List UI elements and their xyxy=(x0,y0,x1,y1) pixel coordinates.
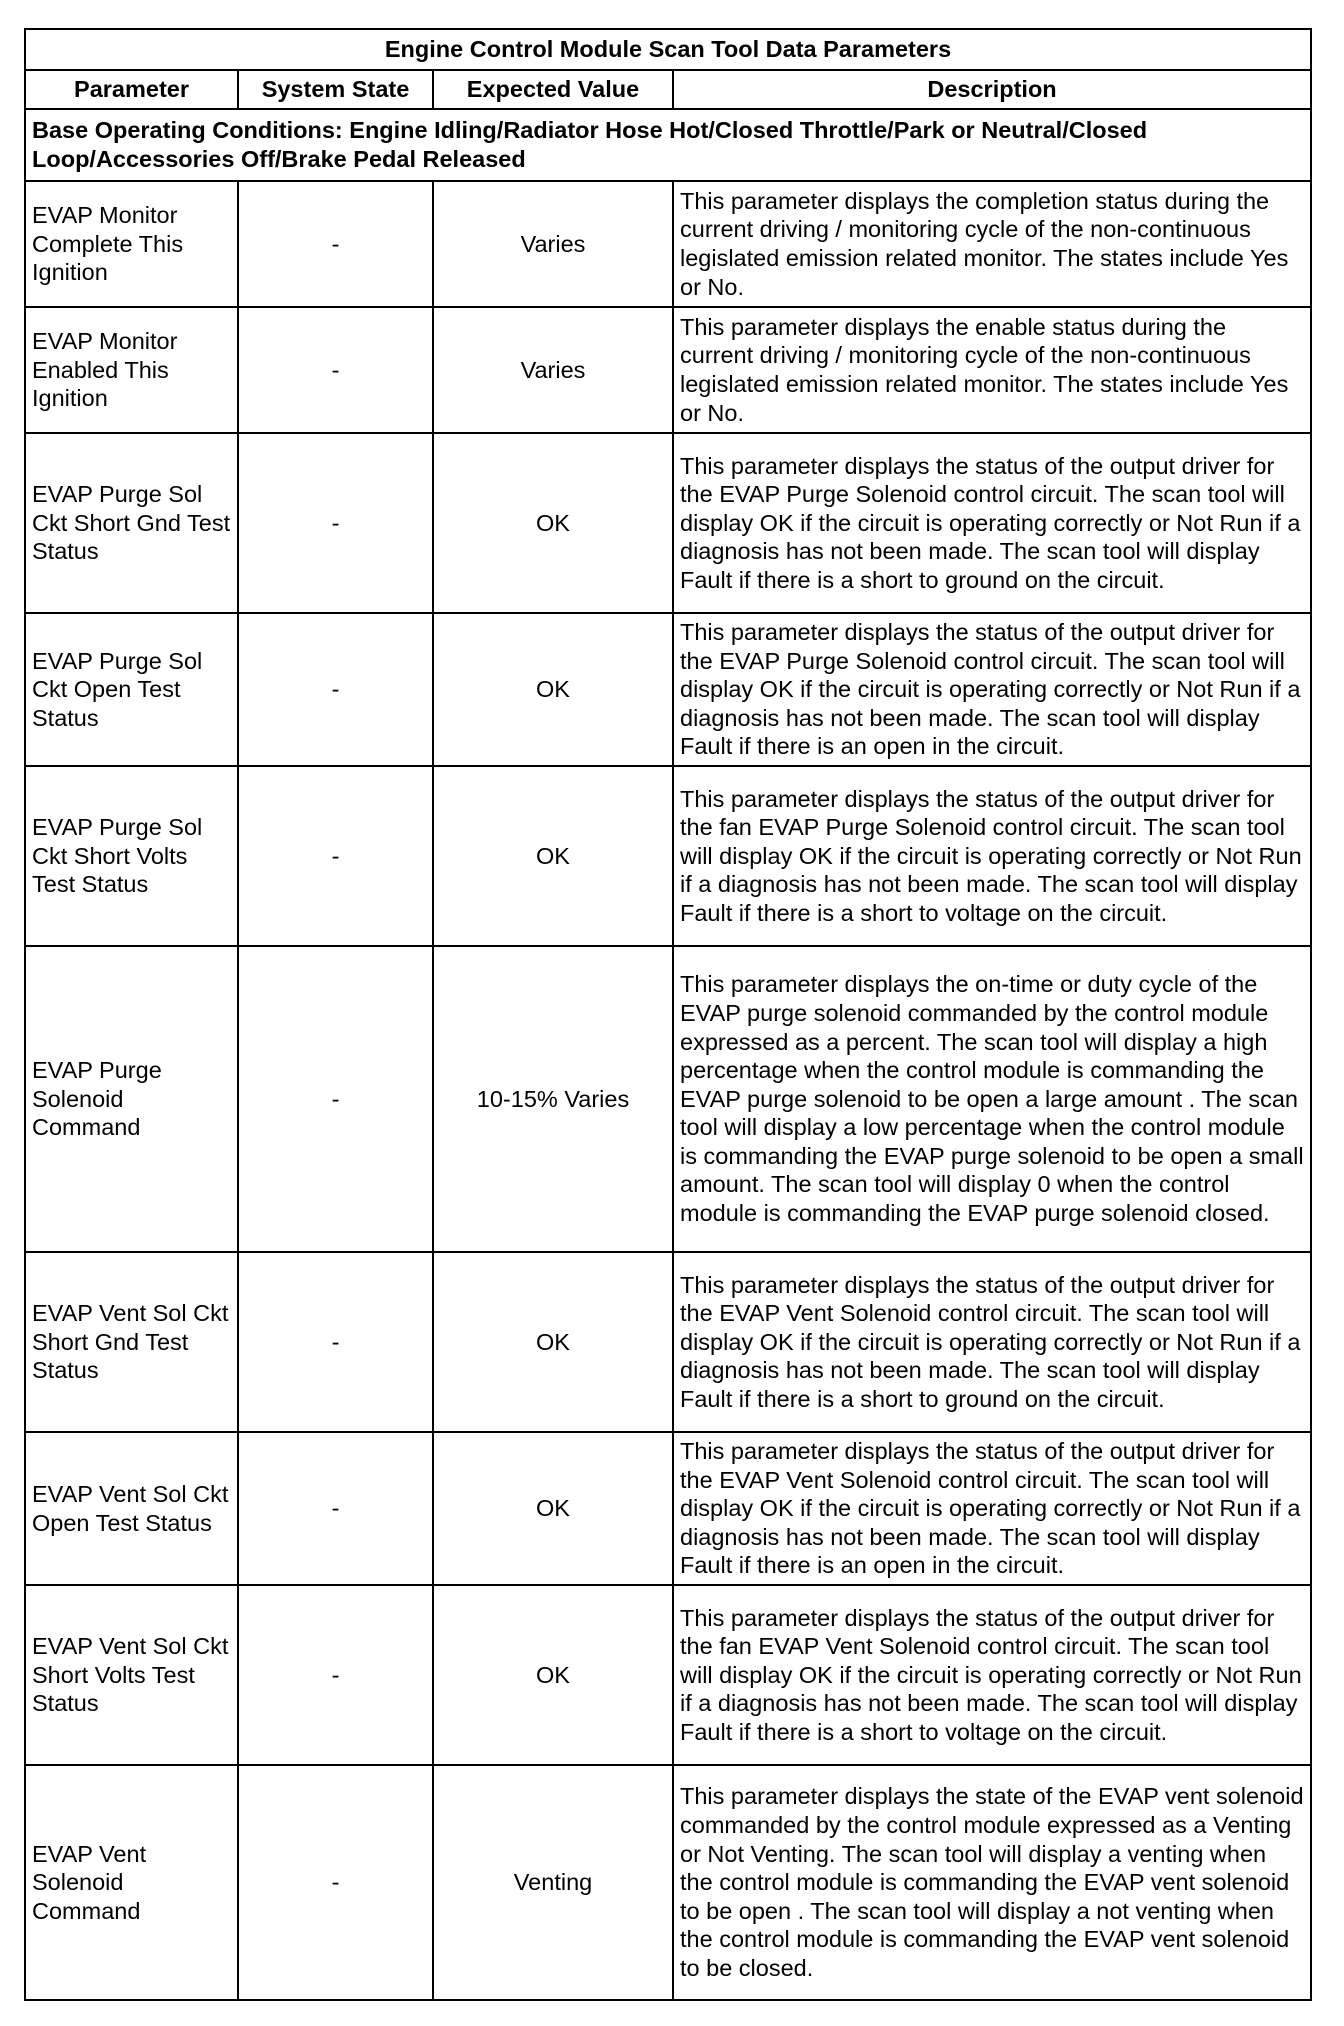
title-row xyxy=(25,29,1311,70)
expected-value-cell: 10-15% Varies xyxy=(433,946,673,1252)
header-system-state: System State xyxy=(238,70,433,109)
table-row xyxy=(25,946,1311,1252)
table-body xyxy=(25,109,1311,2000)
parameter-cell: EVAP Monitor Complete This Ignition xyxy=(25,181,238,307)
expected-value-cell: Varies xyxy=(433,181,673,307)
expected-value-cell: OK xyxy=(433,1585,673,1765)
parameter-cell: EVAP Monitor Enabled This Ignition xyxy=(25,307,238,433)
description-cell: This parameter displays the completion status during the current driving / monitoring cycle of the non-continuous legislated emission related monitor. The states include Yes or No. xyxy=(673,181,1311,307)
table-row xyxy=(25,1252,1311,1432)
system-state-cell: - xyxy=(238,766,433,946)
parameter-cell: EVAP Purge Sol Ckt Short Volts Test Status xyxy=(25,766,238,946)
header-parameter: Parameter xyxy=(25,70,238,109)
expected-value-cell: OK xyxy=(433,613,673,766)
expected-value-cell: OK xyxy=(433,1432,673,1585)
system-state-cell: - xyxy=(238,1585,433,1765)
expected-value-cell: OK xyxy=(433,1252,673,1432)
system-state-cell: - xyxy=(238,946,433,1252)
description-cell: This parameter displays the enable status during the current driving / monitoring cycle of the non-continuous legislated emission related monitor. The states include Yes or No. xyxy=(673,307,1311,433)
description-cell: This parameter displays the status of the output driver for the EVAP Purge Solenoid control circuit. The scan tool will display OK if the circuit is operating correctly or Not Run if a diagnosis has not been made. The scan tool will display Fault if there is an open in the circuit. xyxy=(673,613,1311,766)
table-row xyxy=(25,1765,1311,2000)
table-row xyxy=(25,1432,1311,1585)
system-state-cell: - xyxy=(238,1432,433,1585)
description-cell: This parameter displays the status of the output driver for the EVAP Vent Solenoid control circuit. The scan tool will display OK if the circuit is operating correctly or Not Run if a diagnosis has not been made. The scan tool will display Fault if there is a short to ground on the circuit. xyxy=(673,1252,1311,1432)
expected-value-cell: Varies xyxy=(433,307,673,433)
parameter-cell: EVAP Purge Sol Ckt Short Gnd Test Status xyxy=(25,433,238,613)
table-title: Engine Control Module Scan Tool Data Parameters xyxy=(25,29,1311,70)
system-state-cell: - xyxy=(238,181,433,307)
header-row xyxy=(25,70,1311,109)
system-state-cell: - xyxy=(238,307,433,433)
parameter-cell: EVAP Vent Sol Ckt Open Test Status xyxy=(25,1432,238,1585)
expected-value-cell: Venting xyxy=(433,1765,673,2000)
system-state-cell: - xyxy=(238,613,433,766)
expected-value-cell: OK xyxy=(433,766,673,946)
expected-value-cell: OK xyxy=(433,433,673,613)
table-row xyxy=(25,307,1311,433)
base-conditions-row xyxy=(25,109,1311,181)
system-state-cell: - xyxy=(238,1765,433,2000)
description-cell: This parameter displays the status of the output driver for the EVAP Purge Solenoid control circuit. The scan tool will display OK if the circuit is operating correctly or Not Run if a diagnosis has not been made. The scan tool will display Fault if there is a short to ground on the circuit. xyxy=(673,433,1311,613)
base-operating-conditions: Base Operating Conditions: Engine Idling/Radiator Hose Hot/Closed Throttle/Park or Neutral/Closed Loop/Accessories Off/Brake Pedal Released xyxy=(25,109,1311,181)
table-row xyxy=(25,1585,1311,1765)
description-cell: This parameter displays the status of the output driver for the EVAP Vent Solenoid control circuit. The scan tool will display OK if the circuit is operating correctly or Not Run if a diagnosis has not been made. The scan tool will display Fault if there is an open in the circuit. xyxy=(673,1432,1311,1585)
scan-tool-data-table xyxy=(24,28,1312,2001)
description-cell: This parameter displays the state of the EVAP vent solenoid commanded by the control module expressed as a Venting or Not Venting. The scan tool will display a venting when the control module is commanding the EVAP vent solenoid to be open . The scan tool will display a not venting when the control module is commanding the EVAP vent solenoid to be closed. xyxy=(673,1765,1311,2000)
system-state-cell: - xyxy=(238,433,433,613)
parameter-cell: EVAP Purge Sol Ckt Open Test Status xyxy=(25,613,238,766)
header-description: Description xyxy=(673,70,1311,109)
table-row xyxy=(25,433,1311,613)
header-expected-value: Expected Value xyxy=(433,70,673,109)
description-cell: This parameter displays the on-time or duty cycle of the EVAP purge solenoid commanded by the control module expressed as a percent. The scan tool will display a high percentage when the control module is commanding the EVAP purge solenoid to be open a large amount . The scan tool will display a low percentage when the control module is commanding the EVAP purge solenoid to be open a small amount. The scan tool will display 0 when the control module is commanding the EVAP purge solenoid closed. xyxy=(673,946,1311,1252)
parameter-cell: EVAP Vent Solenoid Command xyxy=(25,1765,238,2000)
table-row xyxy=(25,181,1311,307)
parameter-cell: EVAP Vent Sol Ckt Short Gnd Test Status xyxy=(25,1252,238,1432)
parameter-cell: EVAP Vent Sol Ckt Short Volts Test Status xyxy=(25,1585,238,1765)
table-row xyxy=(25,766,1311,946)
description-cell: This parameter displays the status of the output driver for the fan EVAP Vent Solenoid control circuit. The scan tool will display OK if the circuit is operating correctly or Not Run if a diagnosis has not been made. The scan tool will display Fault if there is a short to voltage on the circuit. xyxy=(673,1585,1311,1765)
description-cell: This parameter displays the status of the output driver for the fan EVAP Purge Solenoid control circuit. The scan tool will display OK if the circuit is operating correctly or Not Run if a diagnosis has not been made. The scan tool will display Fault if there is a short to voltage on the circuit. xyxy=(673,766,1311,946)
system-state-cell: - xyxy=(238,1252,433,1432)
table-row xyxy=(25,613,1311,766)
parameter-cell: EVAP Purge Solenoid Command xyxy=(25,946,238,1252)
